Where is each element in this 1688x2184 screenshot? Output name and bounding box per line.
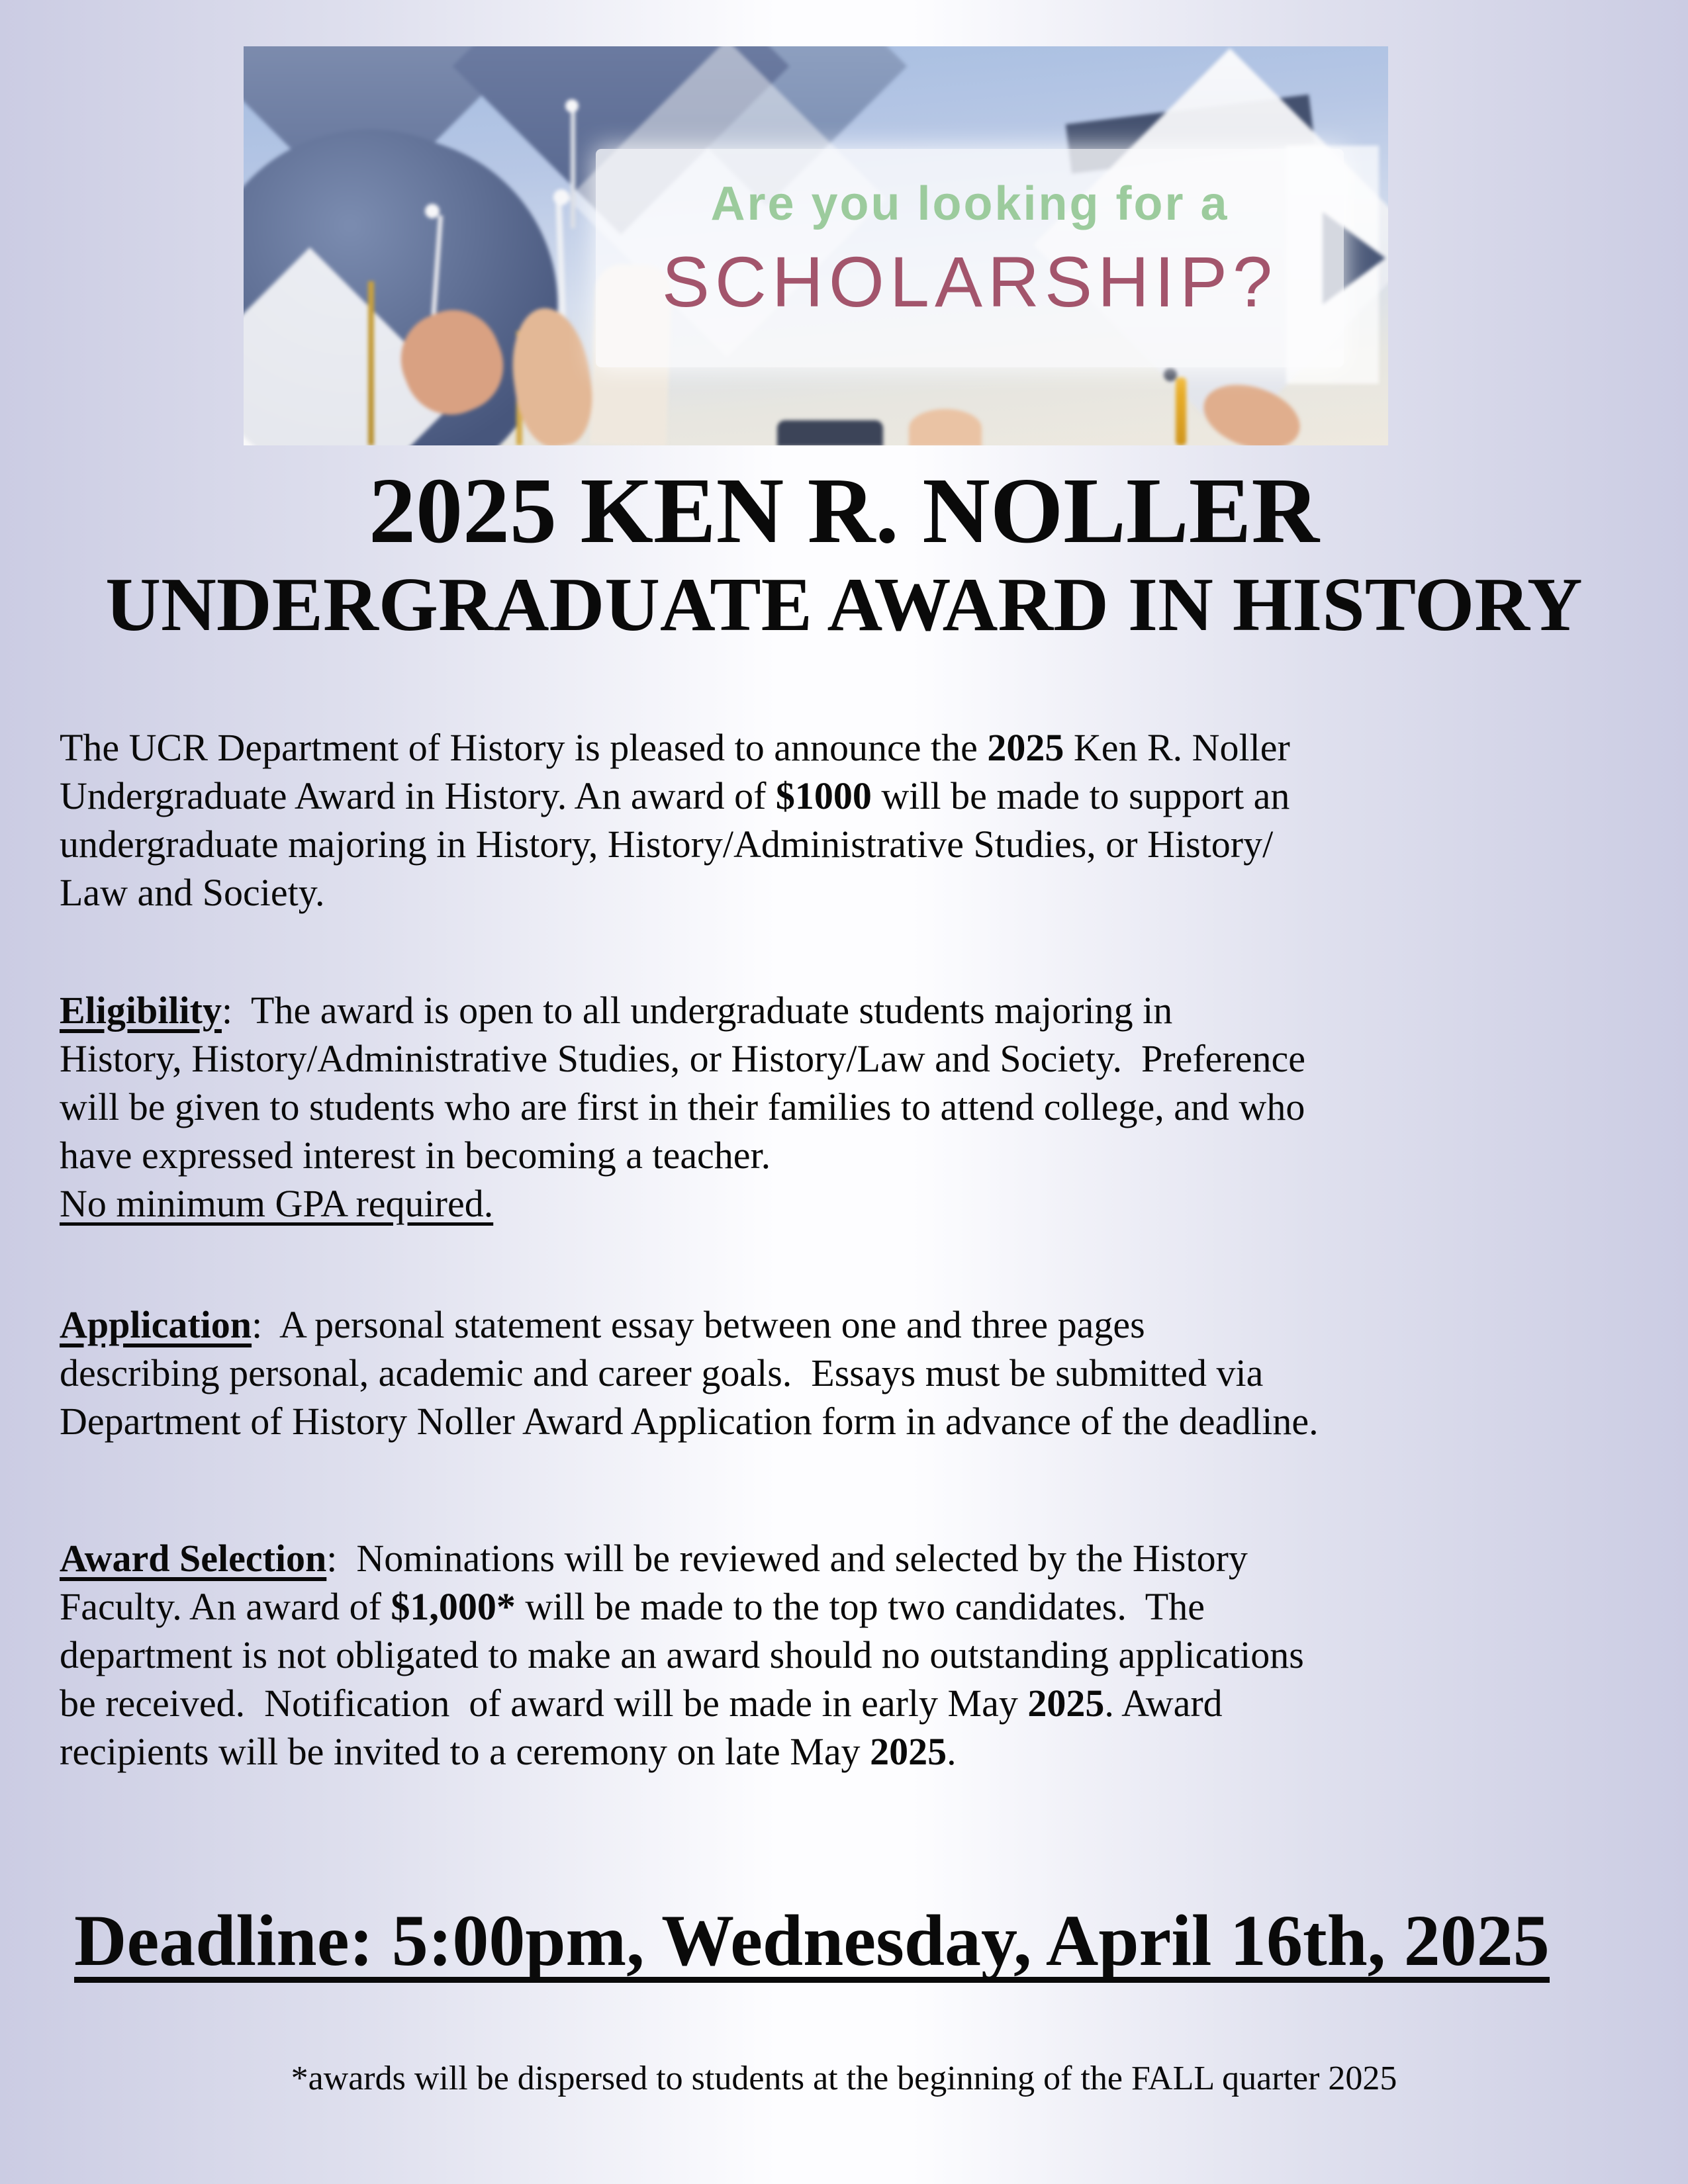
text-line: will be given to students who are first in their families to attend college, and who <box>60 1085 1305 1128</box>
text-line: recipients will be invited to a ceremony on late May 2025. <box>60 1730 957 1773</box>
text-line: be received. Notification of award will be made in early May 2025. Award <box>60 1682 1223 1725</box>
footnote: *awards will be dispersed to students at the beginning of the FALL quarter 2025 <box>291 2060 1397 2097</box>
page-title: 2025 KEN R. NOLLER <box>369 458 1319 563</box>
tassel-knob-icon <box>565 99 579 113</box>
text-line: Department of History Noller Award Application form in advance of the deadline. <box>60 1400 1319 1443</box>
text-line: have expressed interest in becoming a teacher. <box>60 1134 771 1177</box>
text-line: department is not obligated to make an award should no outstanding applications <box>60 1633 1304 1676</box>
deadline-line <box>74 1900 1550 1983</box>
text-line: Faculty. An award of $1,000* will be made to the top two candidates. The <box>60 1585 1205 1628</box>
hero-caption-line1: Are you looking for a <box>710 177 1229 230</box>
tassel-knob-icon <box>553 189 569 205</box>
paragraph-intro <box>60 723 1655 917</box>
text-line: History, History/Administrative Studies, or History/Law and Society. Preference <box>60 1037 1305 1080</box>
paragraph-eligibility <box>60 986 1655 1228</box>
text-line: No minimum GPA required. <box>60 1182 494 1225</box>
hero-caption-line2: SCHOLARSHIP? <box>661 242 1278 322</box>
text-line: describing personal, academic and career goals. Essays must be submitted via <box>60 1351 1264 1394</box>
paragraph-application <box>60 1300 1655 1445</box>
text-line: Law and Society. <box>60 871 325 914</box>
cap-button-icon <box>1164 368 1177 381</box>
gold-tassel-icon <box>368 281 374 445</box>
hero-photo <box>244 46 1388 445</box>
text-line: The UCR Department of History is pleased to announce the 2025 Ken R. Noller <box>60 726 1290 769</box>
text-line: Eligibility: The award is open to all undergraduate students majoring in <box>60 989 1173 1032</box>
tassel-knob-icon <box>425 204 440 218</box>
hero-caption-box <box>596 149 1344 367</box>
graduation-cap-icon <box>777 420 883 445</box>
text-line: Award Selection: Nominations will be reviewed and selected by the History <box>60 1537 1248 1580</box>
gold-tassel-icon <box>1176 377 1186 445</box>
paragraph-award-selection <box>60 1534 1655 1776</box>
hand <box>909 409 982 445</box>
text-line: undergraduate majoring in History, History/Administrative Studies, or History/ <box>60 823 1274 866</box>
tassel-stick-icon <box>571 109 575 228</box>
text-line: Undergraduate Award in History. An award of $1000 will be made to support an <box>60 774 1290 817</box>
deadline-text: Deadline: 5:00pm, Wednesday, April 16th, 2025 <box>74 1904 1550 1983</box>
text-line: Application: A personal statement essay between one and three pages <box>60 1303 1145 1346</box>
page-subtitle: UNDERGRADUATE AWARD IN HISTORY <box>105 563 1583 647</box>
